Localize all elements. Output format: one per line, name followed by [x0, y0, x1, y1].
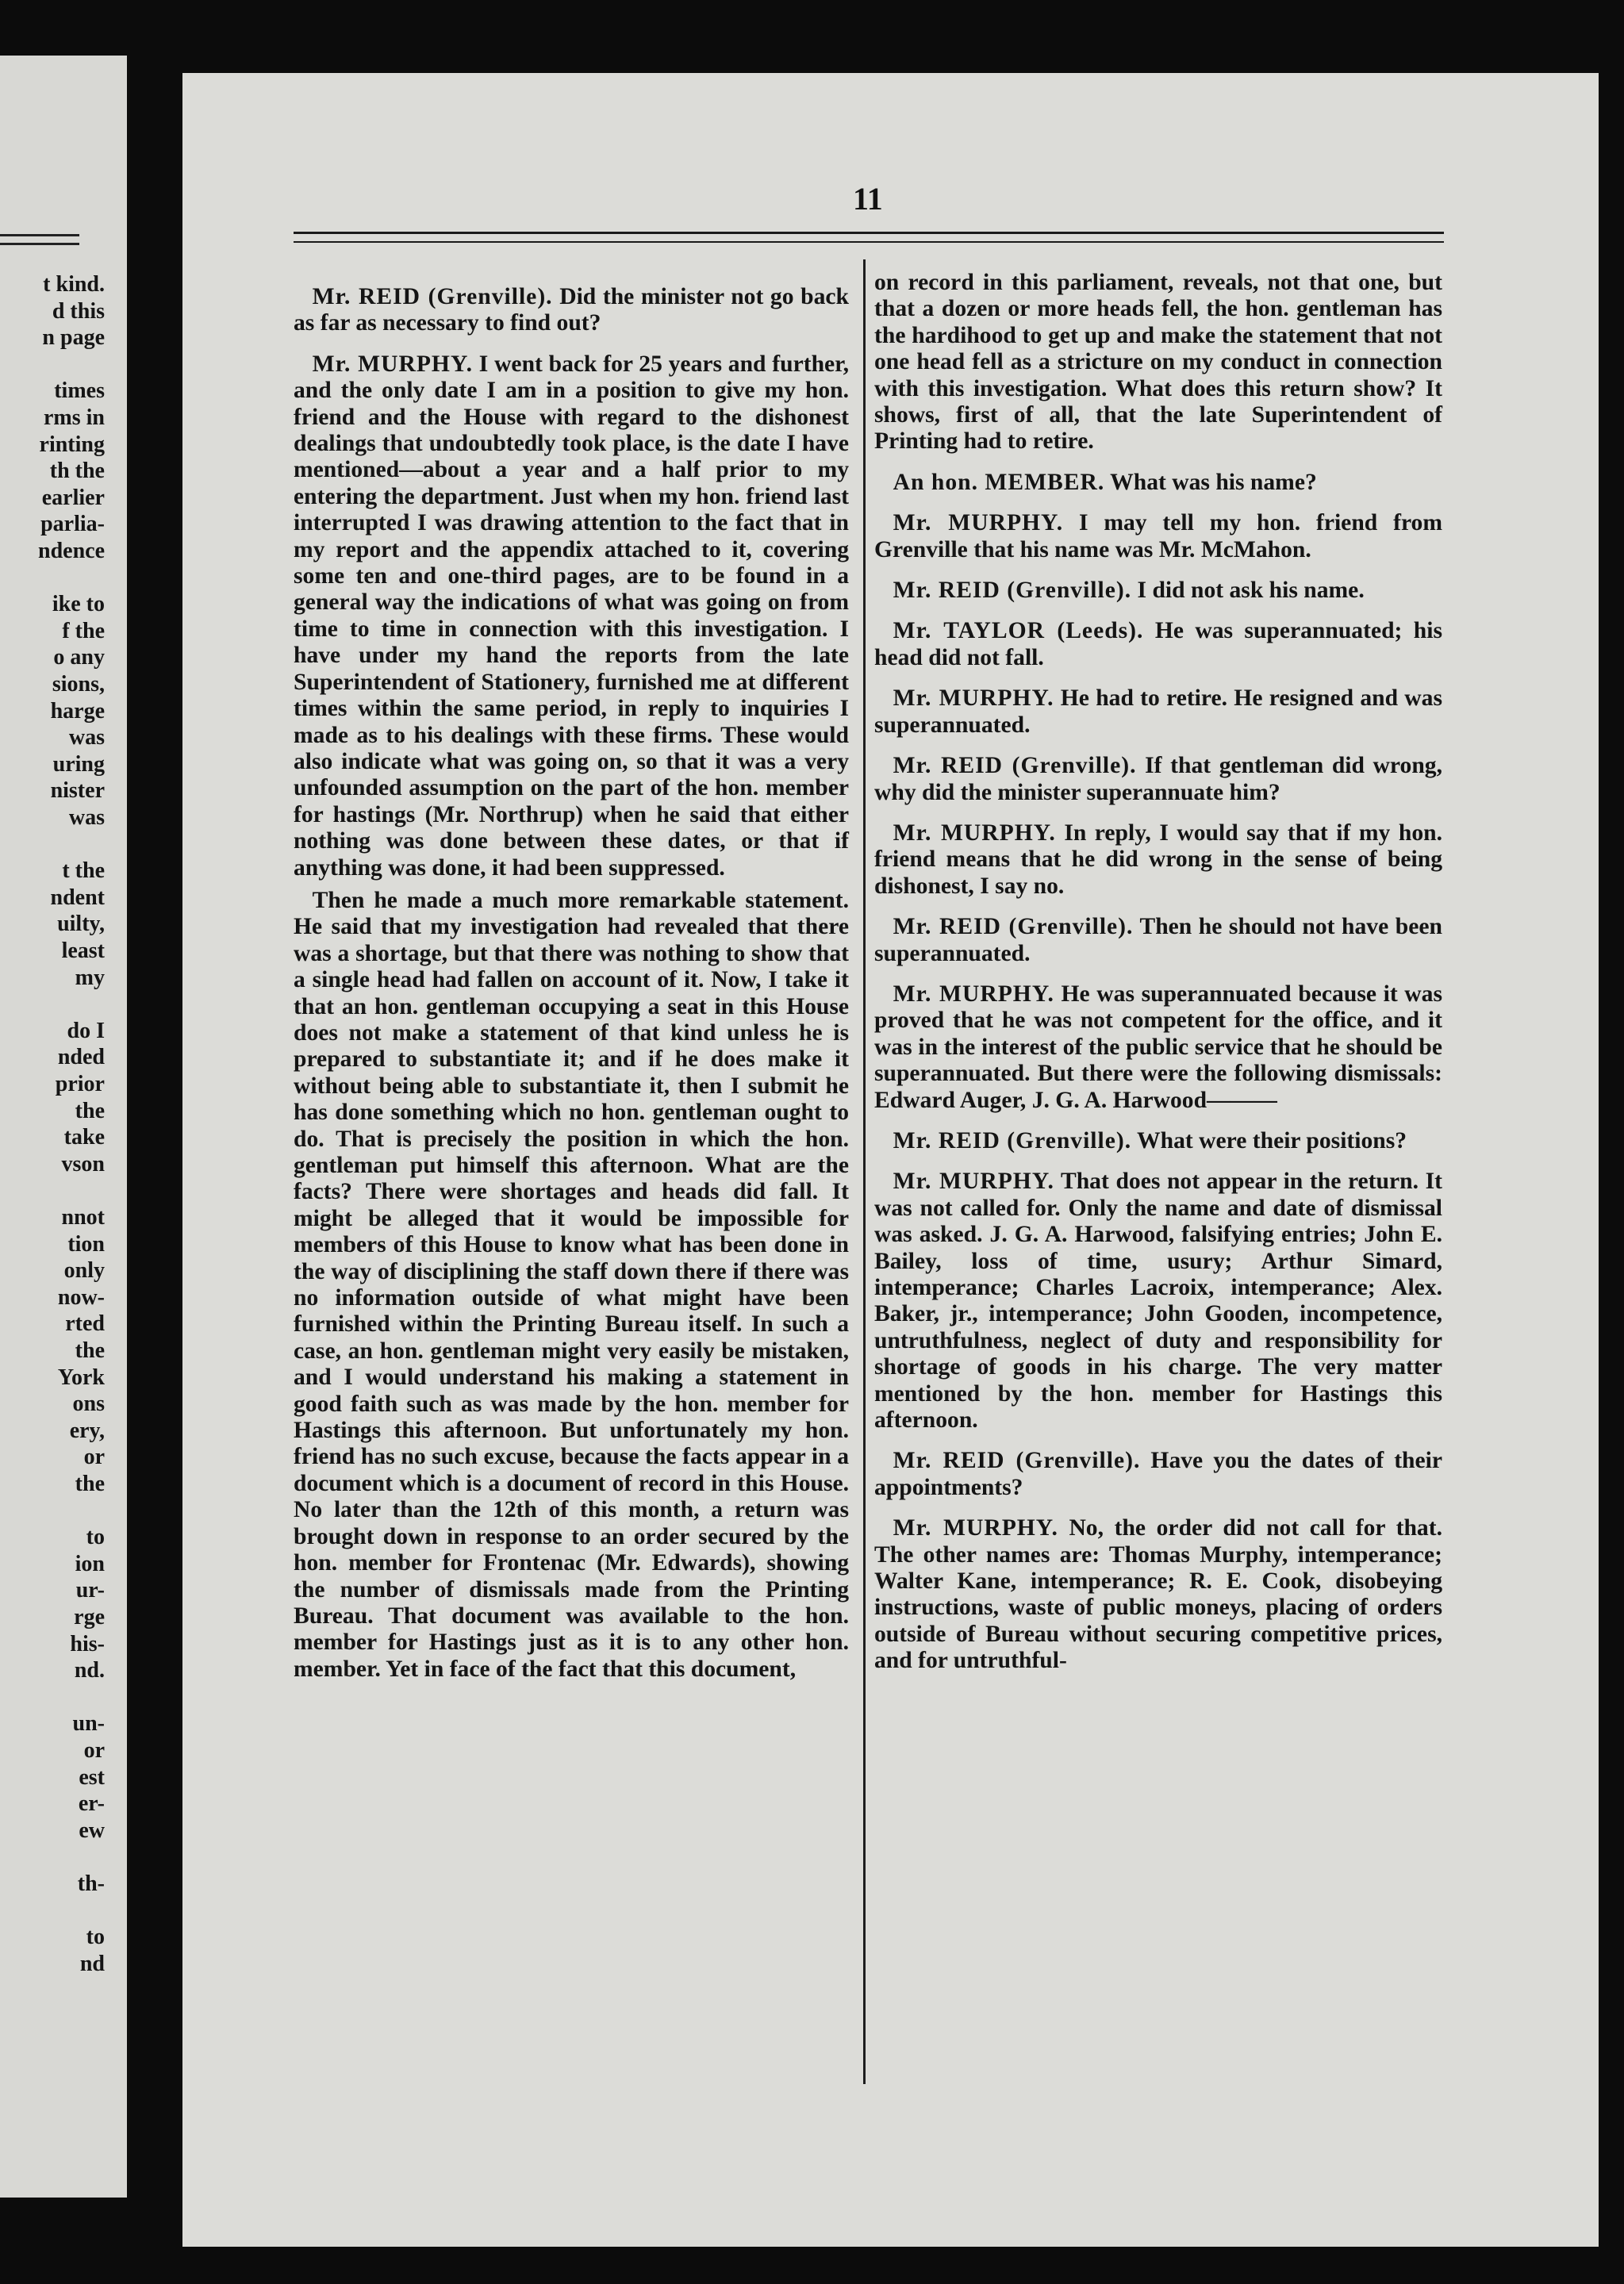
speaker-name: Mr. MURPHY. [893, 1169, 1054, 1195]
previous-page-line: d this [52, 298, 105, 324]
previous-page-line: or [83, 1738, 105, 1763]
previous-page-line: to [86, 1525, 105, 1550]
speaker-name: Mr. MURPHY. [893, 981, 1054, 1007]
speaker-name: Mr. TAYLOR (Leeds). [893, 618, 1144, 644]
previous-page-line: un- [72, 1711, 105, 1737]
previous-page-line: th- [77, 1871, 105, 1896]
paragraph-text: Then he made a much more remarkable statement. He said that my investigation had revealed that there was a shortage, but that there was nothing to show that a single head had fallen on account of it. Now, I take it that an hon. gentleman occupying a seat in this House does not make a statement of that kind unless he is prepared to substantiate it; and if he does make it without being able to substantiate it, then I submit he has done something which no hon. gentleman ought to do. That is precisely the position in which the hon. gentleman put himself this afternoon. What are the facts? There were shortages and heads did fall. It might be alleged that it would be impossible for members of this House to know what has been done in the way of disciplining the staff down there if there was no information outside of what might have been furnished within the Printing Bureau itself. In such a case, an hon. gentleman might very easily be mistaken, and I would understand his making a statement in good faith such as was made by the hon. member for Hastings this afternoon. But unfortunately my hon. friend has no such excuse, because the facts appear in a document which is a document of record in this House. No later than the 12th of this month, a return was brought down in response to an order secured by the hon. member for Frontenac (Mr. Edwards), showing the number of dismissals made from the Printing Bureau. That document was available to the hon. member for Hastings just as it is to any other hon. member. Yet in face of the fact that this document, [294, 887, 849, 1682]
document-page [182, 73, 1599, 2247]
speaker-name: Mr. MURPHY. [893, 510, 1064, 536]
paragraph-text: I may tell my hon. friend from Grenville that his name was Mr. McMahon. [874, 510, 1442, 562]
previous-page-rule [0, 234, 79, 236]
previous-page-line: prior [55, 1072, 105, 1096]
paragraph [874, 1448, 1442, 1501]
previous-page-line: uring [52, 751, 105, 777]
speaker-name: Mr. REID (Grenville). [893, 578, 1132, 604]
paragraph-text: He was superannuated; his head did not fall. [874, 618, 1442, 670]
left-column [294, 270, 849, 1689]
previous-page-line: ion [75, 1551, 105, 1576]
paragraph-text: In reply, I would say that if my hon. friend means that he did wrong in the sense of being dishonest, I say no. [874, 820, 1442, 899]
previous-page-line: er- [78, 1791, 105, 1817]
previous-page-line: ndent [50, 885, 105, 910]
previous-page-line: my [75, 965, 105, 990]
speaker-name: Mr. MURPHY. [893, 1515, 1058, 1541]
previous-page-line: the [75, 1338, 105, 1363]
speaker-name: Mr. REID (Grenville). [893, 753, 1137, 779]
paragraph [874, 1515, 1442, 1674]
previous-page-line: harge [50, 698, 105, 724]
paragraph [874, 685, 1442, 739]
previous-page-line: take [63, 1125, 105, 1150]
previous-page-line: th the [49, 459, 105, 484]
speaker-name: Mr. REID (Grenville). [893, 1127, 1132, 1154]
previous-page-line: was [68, 725, 105, 750]
page-number: 11 [853, 181, 883, 217]
previous-page-line: rinting [39, 432, 105, 457]
paragraph-text: I did not ask his name. [1137, 578, 1365, 604]
previous-page-line: tion [67, 1231, 105, 1257]
paragraph [874, 981, 1442, 1114]
paragraph-text: He was superannuated because it was proved that he was not competent for the office, and it was in the interest of the public service that he should be superannuated. But there were the following dismissals: Edward Auger, J. G. A. Harwood——— [874, 981, 1442, 1113]
paragraph [874, 1128, 1442, 1154]
paragraph [294, 351, 849, 881]
speaker-name: Mr. REID (Grenville). [893, 1448, 1141, 1474]
header-rule-top [294, 232, 1444, 234]
right-column [874, 270, 1442, 1681]
previous-page-line: nd. [74, 1658, 105, 1683]
previous-page-line: his- [70, 1631, 105, 1656]
paragraph [874, 470, 1442, 496]
previous-page-line: nded [57, 1045, 105, 1070]
paragraph-text: If that gentleman did wrong, why did the minister superannuate him? [874, 753, 1442, 805]
previous-page-line: the [75, 1472, 105, 1496]
previous-page-line: ur- [75, 1578, 105, 1603]
paragraph [294, 284, 849, 337]
previous-page-rule [0, 243, 79, 245]
previous-page-line: now- [57, 1284, 105, 1310]
paragraph [874, 914, 1442, 967]
speaker-name: An hon. MEMBER. [893, 469, 1105, 495]
paragraph-text: I went back for 25 years and further, and the only date I am in a position to give my hon. friend and the House with regard to the dishonest dealings that undoubtedly took place, is the date I have mentioned—about a year and a half prior to my entering the department. Just when my hon. friend last interrupted I was drawing attention to the fact that in my report and the appendix attached to it, covering some ten and one-third pages, are to be found in a general way the indications of what was going on from time to time in connection with this investigation. I have under my hand the reports from the late Superintendent of Stationery, furnished me at different times within the same period, in reply to inquiries I made as to his dealings with these firms. These would also indicate what was going on, so that it was a very unfounded assumption on the part of the hon. member for hastings (Mr. Northrup) when he said that either nothing was done between these dates, or that if anything was done, it had been suppressed. [294, 351, 849, 881]
previous-page-line: rge [74, 1605, 105, 1630]
previous-page-line: ew [79, 1818, 105, 1843]
paragraph [874, 270, 1442, 455]
paragraph [874, 820, 1442, 900]
previous-page-line: ndence [38, 539, 105, 563]
header-rule-bottom [294, 241, 1444, 243]
previous-page-line: only [63, 1258, 105, 1284]
previous-page-line: parlia- [40, 512, 105, 537]
previous-page-line: times [54, 378, 105, 404]
speaker-name: Mr. MURPHY. [893, 820, 1056, 846]
paragraph-text: What were their positions? [1137, 1127, 1407, 1154]
previous-page-line: ike to [52, 592, 105, 617]
previous-page-line: t the [62, 858, 105, 884]
gutter-shadow [127, 0, 182, 2284]
previous-page-line: rms in [44, 405, 105, 430]
previous-page-line: York [57, 1365, 105, 1390]
previous-page-line: ery, [69, 1418, 105, 1443]
previous-page-line: f the [62, 618, 105, 643]
paragraph-text: on record in this parliament, reveals, not that one, but that a dozen or more heads fell, the hon. gentleman has the hardihood to get up and make the statement that not one head fell as a stricture on my conduct in connection with this investigation. What does this return show? It shows, first of all, that the late Superintendent of Printing had to retire. [874, 270, 1442, 455]
previous-page-line: earlier [41, 485, 105, 510]
previous-page-line: sions, [52, 672, 105, 697]
speaker-name: Mr. REID (Grenville). [893, 914, 1134, 940]
previous-page-line: least [61, 939, 105, 963]
speaker-name: Mr. REID (Grenville). [312, 284, 553, 309]
previous-page-line: o any [53, 645, 105, 670]
paragraph [874, 510, 1442, 563]
previous-page-line: to [86, 1925, 105, 1950]
paragraph-text: That does not appear in the return. It was not called for. Only the name and date of dismissal was asked. J. G. A. Harwood, falsifying entries; John E. Bailey, loss of time, usury; Arthur Simard, intemperance; Charles Lacroix, intemperance; Alex. Baker, jr., intemperance; John Gooden, incompetence, untruthfulness, neglect of duty and responsibility for shortage of goods in his charge. The very matter mentioned by the hon. member for Hastings this afternoon. [874, 1169, 1442, 1434]
previous-page-line: the [75, 1098, 105, 1123]
previous-page-line: ons [72, 1392, 105, 1417]
previous-page-line: uilty, [57, 912, 105, 937]
speaker-name: Mr. MURPHY. [893, 685, 1054, 712]
previous-page-fragment [0, 56, 127, 2198]
speaker-name: Mr. MURPHY. [312, 351, 474, 377]
previous-page-line: t kind. [43, 272, 105, 297]
paragraph [874, 618, 1442, 671]
paragraph [874, 1169, 1442, 1434]
paragraph [874, 578, 1442, 604]
previous-page-line: nister [50, 778, 105, 804]
paragraph [874, 753, 1442, 806]
previous-page-line: or [83, 1445, 105, 1470]
previous-page-line: nd [79, 1951, 105, 1976]
previous-page-line: nnot [61, 1205, 105, 1230]
previous-page-line: do I [67, 1018, 105, 1043]
previous-page-line: rted [65, 1311, 105, 1337]
paragraph [294, 888, 849, 1683]
previous-page-line: vson [61, 1151, 105, 1177]
paragraph-text: Have you the dates of their appointments? [874, 1448, 1442, 1500]
paragraph-text: No, the order did not call for that. The other names are: Thomas Murphy, intemperance; Walter Kane, intemperance; R. E. Cook, disobeying instructions, waste of public moneys, placing of orders outside of Bureau without securing competitive prices, and for untruthful- [874, 1515, 1442, 1674]
paragraph-text: Did the minister not go back as far as necessary to find out? [294, 284, 849, 336]
previous-page-line: was [68, 805, 105, 830]
column-divider [863, 259, 866, 2084]
previous-page-line: n page [42, 325, 105, 351]
paragraph-text: He had to retire. He resigned and was superannuated. [874, 685, 1442, 738]
paragraph-text: Then he should not have been superannuated. [874, 914, 1442, 966]
previous-page-line: est [79, 1764, 105, 1790]
paragraph-text: What was his name? [1110, 469, 1317, 495]
